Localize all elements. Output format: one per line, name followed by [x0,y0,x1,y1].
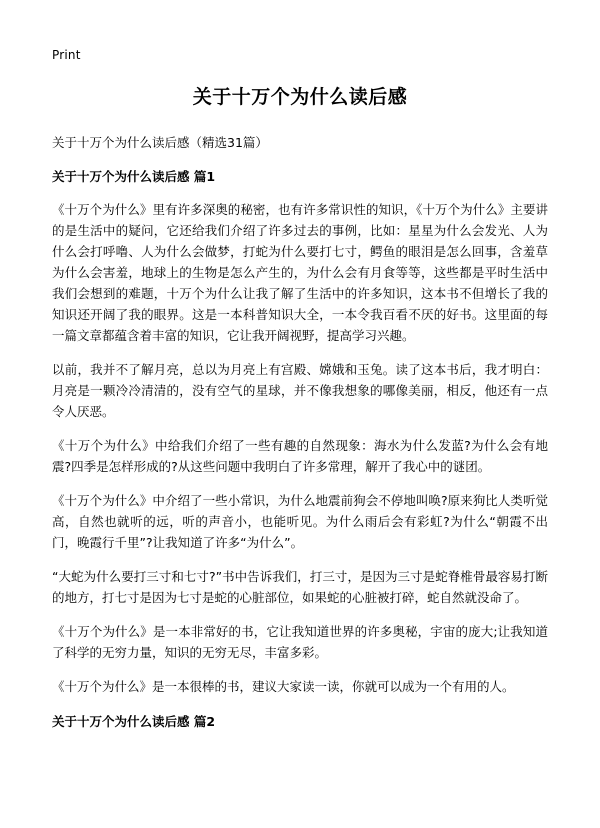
paragraph: 《十万个为什么》中给我们介绍了一些有趣的自然现象：海水为什么发蓝?为什么会有地震?四季是怎样形成的?从这些问题中我明白了许多常理，解开了我心中的谜团。 [52,438,548,474]
section-1 [52,168,548,697]
paragraph: 《十万个为什么》里有许多深奥的秘密，也有许多常识性的知识，《十万个为什么》主要讲的是生活中的疑问，它还给我们介绍了许多过去的事例，比如：星星为什么会发光、人为什么会打呼噜、人为什么会做梦，打蛇为什么要打七寸，鳄鱼的眼泪是怎么回事，含羞草为什么会害羞，地球上的生物是怎么产生的，为什么会有月食等等，这些都是平时生活中我们会想到的难题，十万个为什么让我了解了生活中的许多知识，这本书不但增长了我的知识还开阔了我的眼界。这是一本科普知识大全，一本令我百看不厌的好书。这里面的每一篇文章都蕴含着丰富的知识，它让我开阔视野，提高学习兴趣。 [52,202,548,343]
paragraph: 以前，我并不了解月亮，总以为月亮上有宫殿、嫦娥和玉兔。读了这本书后，我才明白：月亮是一颗冷冷清清的，没有空气的星球，并不像我想象的哪像美丽，相反，他还有一点令人厌恶。 [52,362,548,419]
print-button[interactable]: Print [52,48,81,62]
paragraph: 《十万个为什么》是一本很棒的书，建议大家读一读，你就可以成为一个有用的人。 [52,679,515,694]
paragraph: 《十万个为什么》是一本非常好的书，它让我知道世界的许多奥秘，宇宙的庞大;让我知道了科学的无穷力量，知识的无穷无尽，丰富多彩。 [52,624,548,660]
paragraph: 《十万个为什么》中介绍了一些小常识，为什么地震前狗会不停地叫唤?原来狗比人类听觉高，自然也就听的远，听的声音小，也能听见。为什么雨后会有彩虹?为什么“朝霞不出门，晚霞行千里”?让我知道了许多“为什么”。 [52,493,548,550]
page-title: 关于十万个为什么读后感 [192,86,408,108]
section-2 [52,713,548,731]
section-heading: 关于十万个为什么读后感 篇2 [52,714,216,729]
section-heading: 关于十万个为什么读后感 篇1 [52,169,216,184]
document-subtitle: 关于十万个为什么读后感（精选31篇） [52,135,268,150]
paragraph: “大蛇为什么要打三寸和七寸?”书中告诉我们，打三寸，是因为三寸是蛇脊椎骨最容易打断的地方，打七寸是因为七寸是蛇的心脏部位，如果蛇的心脏被打碎，蛇自然就没命了。 [52,569,548,605]
